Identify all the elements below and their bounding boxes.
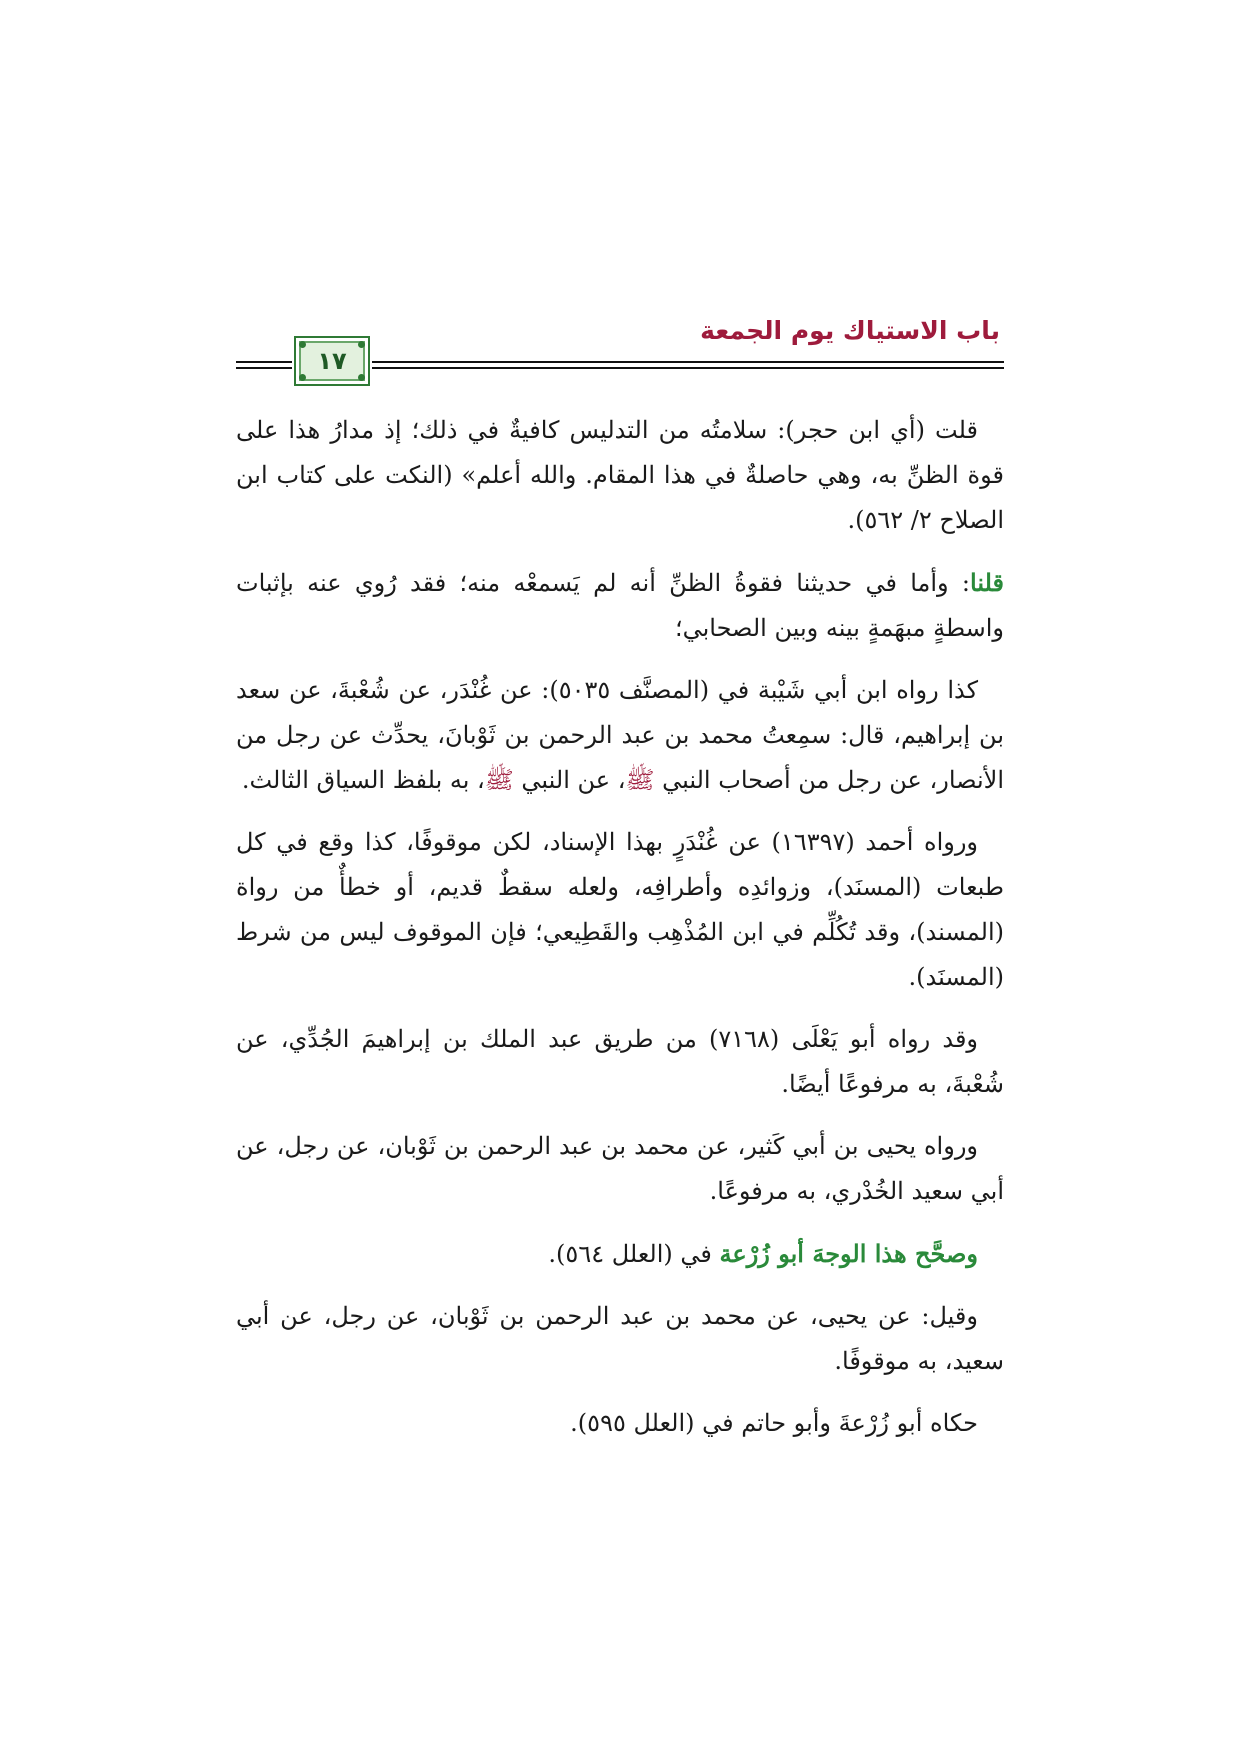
page-number: ١٧ <box>317 347 347 375</box>
paragraph-yahya: ورواه يحيى بن أبي كَثير، عن محمد بن عبد الرحمن بن ثَوْبان، عن رجل، عن أبي سعيد الخُدْري، به مرفوعًا. <box>236 1132 1004 1205</box>
body-text <box>236 408 1004 1463</box>
salawat-glyph: ﷺ <box>625 766 655 794</box>
header-rule-left <box>236 361 292 369</box>
header-rule-right <box>372 361 1004 369</box>
paragraph-ahmad: ورواه أحمد (١٦٣٩٧) عن غُنْدَرٍ بهذا الإسناد، لكن موقوفًا، كذا وقع في كل طبعات (المسنَد)، وزوائدِه وأطرافِه، ولعله سقطٌ قديم، أو خطأٌ من رواة (المسند)، وقد تُكُلِّم في ابن المُذْهِب والقَطِيعي؛ فإن الموقوف ليس من شرط (المسنَد). <box>236 828 1004 991</box>
qulna-label: قلنا <box>970 568 1004 597</box>
paragraph-abu-zura-authentication <box>236 1231 1004 1277</box>
paragraph-qulna <box>236 560 1004 651</box>
paragraph-abu-yala: وقد رواه أبو يَعْلَى (٧١٦٨) من طريق عبد الملك بن إبراهيمَ الجُدِّي، عن شُعْبةَ، به مرفوعًا أيضًا. <box>236 1025 1004 1098</box>
paragraph-text: ، به بلفظ السياق الثالث. <box>241 766 485 794</box>
paragraph-text: ، عن النبي <box>513 766 626 794</box>
paragraph-text: كذا رواه ابن أبي شَيْبة في (المصنَّف ٥٠٣٥): عن غُنْدَر، عن شُعْبةَ، عن سعد بن إبراهيم، قال: سمِعتُ محمد بن عبد الرحمن بن ثَوْبانَ، يحدِّث عن رجل من الأنصار، عن رجل من أصحاب النبي <box>236 676 1005 794</box>
page-number-badge <box>294 336 370 386</box>
ornament-icon <box>299 341 306 348</box>
running-header-title: باب الاستياك يوم الجمعة <box>700 316 1000 345</box>
paragraph-hikaya: حكاه أبو زُرْعةَ وأبو حاتم في (العلل ٥٩٥). <box>570 1409 978 1437</box>
paragraph-ibn-abi-shayba <box>236 668 1004 803</box>
paragraph-quote-conclusion: قلت (أي ابن حجر): سلامتُه من التدليس كافيةٌ في ذلك؛ إذ مدارُ هذا على قوة الظنِّ به، وهي حاصلةٌ في هذا المقام. والله أعلم» (النكت على كتاب ابن الصلاح ٢/ ٥٦٢). <box>236 416 1004 534</box>
paragraph-text: في (العلل ٥٦٤). <box>548 1240 720 1268</box>
emphasis-text: وصحَّح هذا الوجهَ أبو زُرْعة <box>719 1239 978 1268</box>
paragraph-text: : وأما في حديثنا فقوةُ الظنِّ أنه لم يَسمعْه منه؛ فقد رُوي عنه بإثبات واسطةٍ مبهَمةٍ بينه وبين الصحابي؛ <box>236 569 1004 642</box>
ornament-icon <box>358 374 365 381</box>
paragraph-mawquf-variant: وقيل: عن يحيى، عن محمد بن عبد الرحمن بن ثَوْبان، عن رجل، عن أبي سعيد، به موقوفًا. <box>236 1302 1004 1375</box>
salawat-glyph: ﷺ <box>484 766 514 794</box>
ornament-icon <box>358 341 365 348</box>
ornament-icon <box>299 374 306 381</box>
